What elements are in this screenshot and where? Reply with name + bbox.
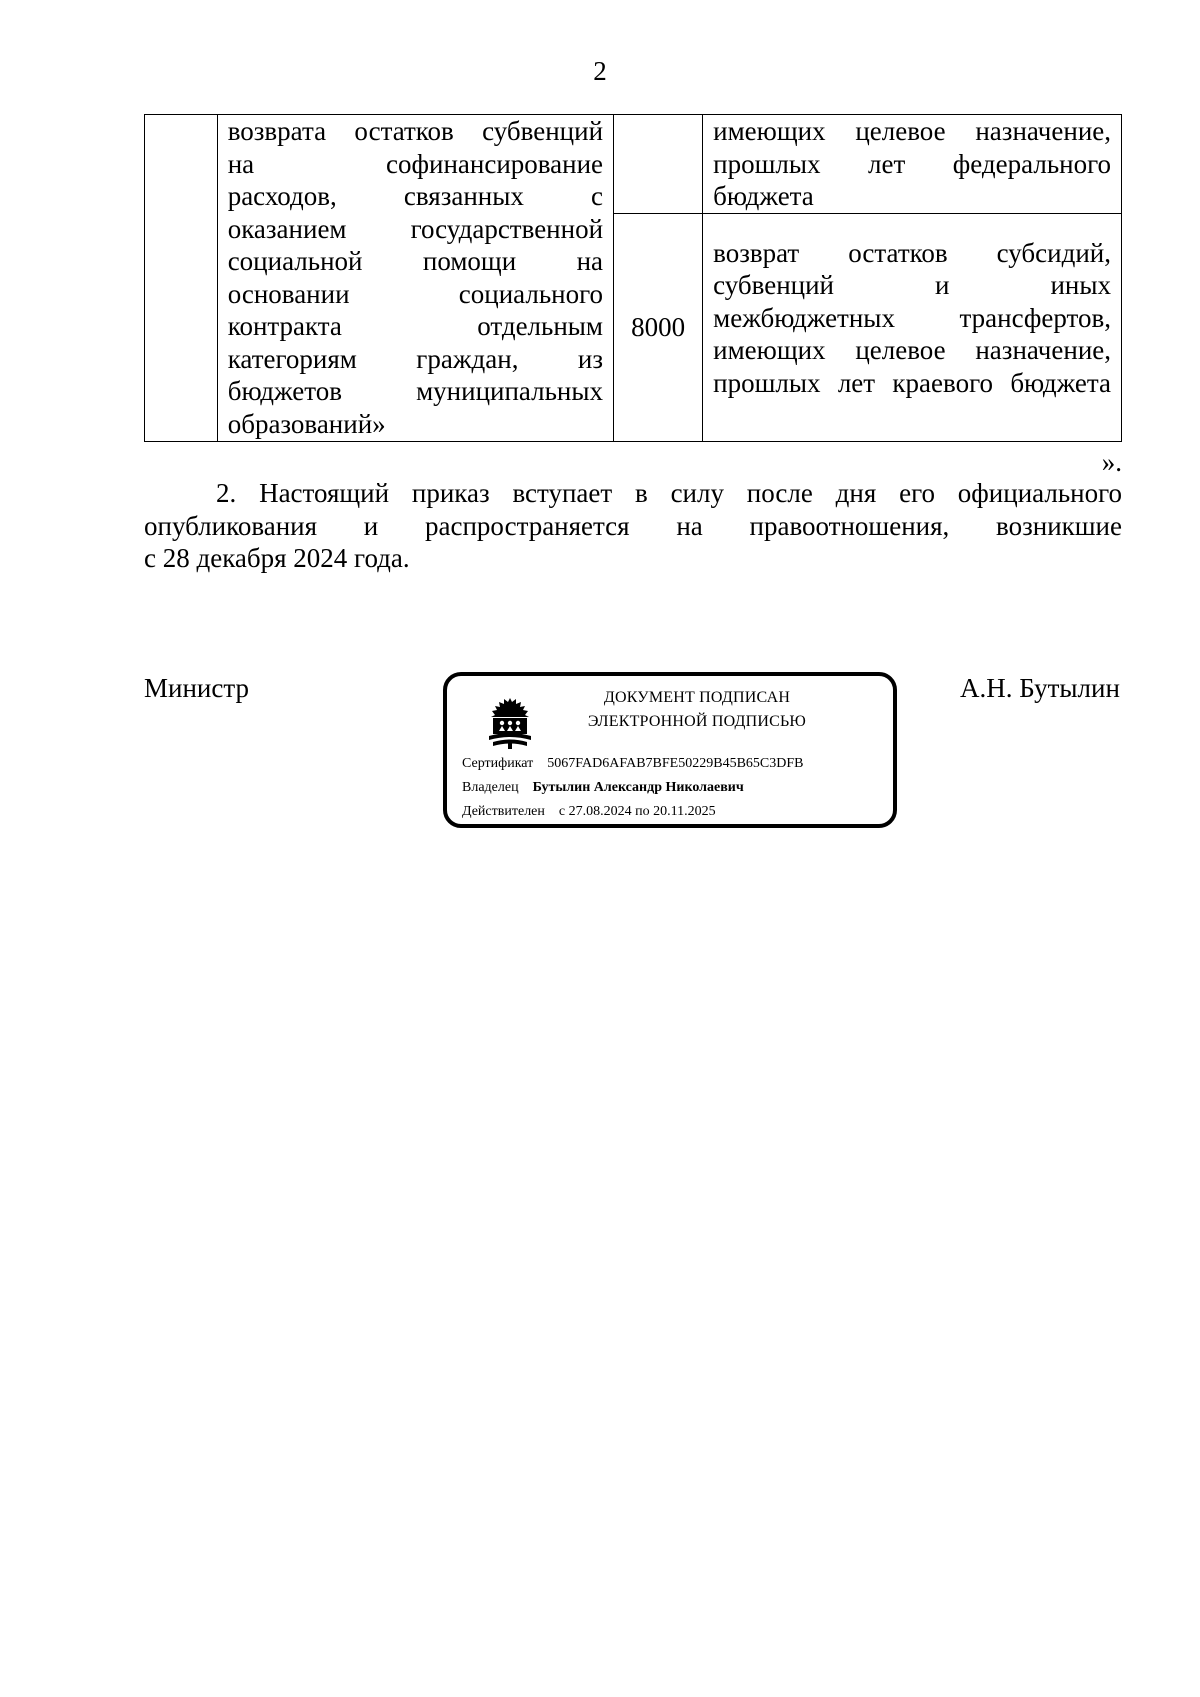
- table-cell-description: [217, 115, 613, 442]
- paragraph-line: 2. Настоящий приказ вступает в силу после дня его официального: [216, 478, 1122, 508]
- owner-value: Бутылин Александр Николаевич: [532, 780, 744, 795]
- description-line: образований»: [227, 408, 386, 439]
- purpose-line: возврат остатков субсидий,: [713, 237, 1111, 268]
- stamp-owner-row: [462, 780, 744, 796]
- stamp-header-line: ЭЛЕКТРОННОЙ ПОДПИСЬЮ: [587, 713, 807, 730]
- order-paragraph: [144, 477, 1122, 575]
- signer-title: Министр: [144, 673, 249, 703]
- table-cell-number: [145, 115, 218, 442]
- purpose-line: прошлых лет федерального: [713, 148, 1111, 179]
- purpose-line: прошлых лет краевого бюджета: [713, 367, 1111, 398]
- paragraph-line: опубликования и распространяется на правоотношения, возникшие: [144, 510, 1122, 541]
- table-cell-purpose: [703, 115, 1122, 214]
- description-line: возврата остатков субвенций: [227, 116, 604, 146]
- owner-label: Владелец: [462, 780, 519, 795]
- purpose-line: имеющих целевое назначение,: [713, 116, 1111, 146]
- purpose-line: межбюджетных трансфертов,: [713, 302, 1111, 333]
- description-line: категориям граждан, из: [227, 343, 604, 374]
- table-cell-code: 8000: [614, 213, 703, 441]
- description-line: на софинансирование: [227, 148, 604, 179]
- description-line: бюджетов муниципальных: [227, 376, 604, 406]
- purpose-line: субвенций и иных: [713, 270, 1111, 301]
- table-row: [145, 115, 1122, 214]
- electronic-signature-stamp: [443, 672, 897, 828]
- coat-of-arms-icon: [485, 696, 535, 750]
- purpose-line: имеющих целевое назначение,: [713, 335, 1111, 366]
- description-line: расходов, связанных с: [227, 181, 604, 211]
- purpose-line: бюджета: [713, 181, 814, 211]
- description-line: оказанием государственной: [227, 213, 604, 244]
- page-number: 2: [593, 56, 607, 86]
- description-line: социальной помощи на: [227, 246, 604, 276]
- stamp-certificate-row: [462, 756, 803, 772]
- stamp-validity-row: [462, 804, 716, 820]
- stamp-header-line: ДОКУМЕНТ ПОДПИСАН: [603, 689, 791, 706]
- budget-code-table: [144, 114, 1122, 442]
- certificate-value: 5067FAD6AFAB7BFE50229B45B65C3DFB: [547, 756, 804, 771]
- description-line: основании социального: [227, 278, 604, 309]
- validity-label: Действителен: [462, 804, 545, 819]
- paragraph-line: с 28 декабря 2024 года.: [144, 543, 410, 573]
- validity-value: с 27.08.2024 по 20.11.2025: [558, 804, 716, 819]
- table-cell-code: [614, 115, 703, 214]
- signer-name: А.Н. Бутылин: [960, 673, 1120, 703]
- table-cell-purpose: [703, 213, 1122, 441]
- description-line: контракта отдельным: [227, 311, 604, 341]
- closing-quote: ».: [1101, 447, 1122, 477]
- stamp-header: [547, 686, 847, 734]
- certificate-label: Сертификат: [462, 756, 534, 771]
